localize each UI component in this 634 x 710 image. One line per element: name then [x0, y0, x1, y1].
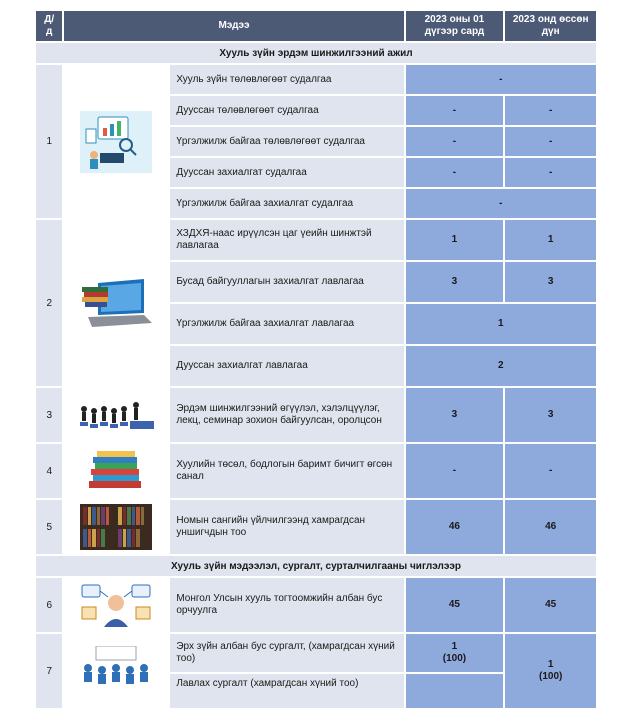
row-number: 1 — [36, 65, 62, 218]
cumulative-count: 1 — [547, 659, 554, 670]
indicator-label: Дууссан захиалгат судалгаа — [170, 158, 403, 187]
cumulative-value: 46 — [505, 500, 596, 554]
header-january: 2023 оны 01 дүгээр сард — [406, 11, 504, 41]
january-value — [406, 634, 504, 672]
row-number: 7 — [36, 634, 62, 708]
row-number: 5 — [36, 500, 62, 554]
merged-value: 2 — [406, 346, 596, 386]
cumulative-value: - — [505, 444, 596, 498]
cumulative-participants: (100) — [538, 671, 563, 682]
book-stack-icon — [83, 449, 149, 493]
indicator-label: Номын сангийн үйлчилгээнд хамрагдсан уншигчдын тоо — [170, 500, 403, 554]
table-header-row — [36, 11, 596, 41]
january-value — [406, 674, 504, 708]
january-value: 3 — [406, 388, 504, 442]
statistics-table — [34, 9, 598, 710]
indicator-label: Эрдэм шинжилгээний өгүүлэл, хэлэлцүүлэг, лекц, семинар зохион байгуулсан, оролцсон — [170, 388, 403, 442]
indicator-label: Бусад байгууллагын захиалгат лавлагаа — [170, 262, 403, 302]
image-cell — [64, 65, 168, 218]
cumulative-value: 3 — [505, 388, 596, 442]
indicator-label: Үргэлжилж байгаа захиалгат судалгаа — [170, 189, 403, 218]
header-number: Д/д — [36, 11, 62, 41]
image-cell — [64, 500, 168, 554]
section-row — [36, 43, 596, 63]
row-number: 2 — [36, 220, 62, 386]
january-value: - — [406, 444, 504, 498]
indicator-label: Үргэлжилж байгаа төлөвлөгөөт судалгаа — [170, 127, 403, 156]
header-cumulative: 2023 онд өссөн дүн — [505, 11, 596, 41]
indicator-label: ХЗДХЯ-наас ирүүлсэн цаг үеийн шинжтэй лавлагаа — [170, 220, 403, 260]
image-cell — [64, 444, 168, 498]
indicator-label: Лавлах сургалт (хамрагдсан хүний тоо) — [170, 674, 403, 708]
january-value: - — [406, 96, 504, 125]
january-value: 3 — [406, 262, 504, 302]
table-row — [36, 500, 596, 554]
row-number: 4 — [36, 444, 62, 498]
indicator-label: Хууль зүйн төлөвлөгөөт судалгаа — [170, 65, 403, 94]
row-number: 3 — [36, 388, 62, 442]
table-row — [36, 578, 596, 632]
merged-value: - — [406, 189, 596, 218]
january-value: 46 — [406, 500, 504, 554]
indicator-label: Эрх зүйн албан бус сургалт, (хамрагдсан хүний тоо) — [170, 634, 403, 672]
laptop-books-icon — [78, 277, 154, 329]
merged-value: - — [406, 65, 596, 94]
cumulative-value: 45 — [505, 578, 596, 632]
library-shelves-icon — [80, 504, 152, 550]
january-value: 1 — [406, 220, 504, 260]
january-participants: (100) — [442, 653, 467, 664]
table-row — [36, 634, 596, 672]
translation-icon — [78, 581, 154, 629]
research-analytics-icon — [80, 111, 152, 173]
indicator-label: Хуулийн төсөл, бодлогын баримт бичигт өгсөн санал — [170, 444, 403, 498]
section-row — [36, 556, 596, 576]
training-class-icon — [78, 646, 154, 696]
row-number: 6 — [36, 578, 62, 632]
indicator-label: Үргэлжилж байгаа захиалгат лавлагаа — [170, 304, 403, 344]
indicator-label: Дууссан захиалгат лавлагаа — [170, 346, 403, 386]
cumulative-value: - — [505, 158, 596, 187]
cumulative-value: 1 — [505, 220, 596, 260]
january-value: - — [406, 158, 504, 187]
table-row — [36, 444, 596, 498]
january-value: 45 — [406, 578, 504, 632]
merged-value: 1 — [406, 304, 596, 344]
january-value: - — [406, 127, 504, 156]
image-cell — [64, 578, 168, 632]
table-row — [36, 220, 596, 260]
image-cell — [64, 220, 168, 386]
image-cell — [64, 388, 168, 442]
table-row — [36, 388, 596, 442]
indicator-label: Монгол Улсын хууль тогтоомжийн албан бус орчуулга — [170, 578, 403, 632]
table-row — [36, 65, 596, 94]
cumulative-value: - — [505, 96, 596, 125]
cumulative-value: 3 — [505, 262, 596, 302]
section-title-research: Хууль зүйн эрдэм шинжилгээний ажил — [36, 43, 596, 63]
header-indicator: Мэдээ — [64, 11, 403, 41]
seminar-audience-icon — [76, 395, 156, 435]
january-count: 1 — [451, 641, 458, 652]
section-title-info: Хууль зүйн мэдээлэл, сургалт, сурталчилгааны чиглэлээр — [36, 556, 596, 576]
indicator-label: Дууссан төлөвлөгөөт судалгаа — [170, 96, 403, 125]
cumulative-value: - — [505, 127, 596, 156]
